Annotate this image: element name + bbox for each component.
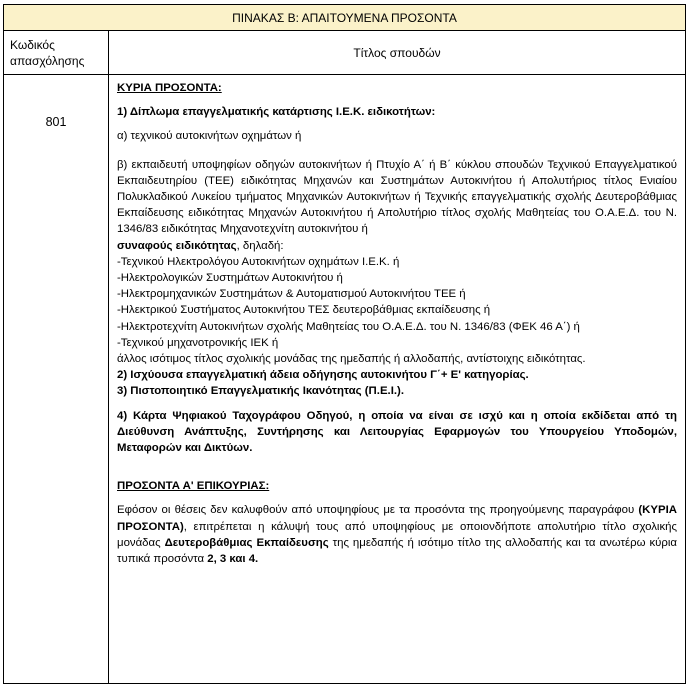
aux-p2: , επιτρέπεται η κάλυψή τους από υποψηφίους με οποιονδήποτε απολυτήριο τίτλο σχολικής μονάδας xyxy=(117,520,677,549)
aux-heading: ΠΡΟΣΟΝΤΑ Α' ΕΠΙΚΟΥΡΙΑΣ: xyxy=(117,480,270,493)
aux-p1-bold: (ΚΥΡΙΑ ΠΡΟΣΟΝΤΑ) xyxy=(117,504,677,533)
header-code xyxy=(4,31,108,74)
item-1a: α) τεχνικού αυτοκινήτων οχημάτων ή xyxy=(117,130,302,143)
related-bold: συναφούς ειδικότητας xyxy=(117,239,237,252)
list-item: -Ηλεκτρολογικών Συστημάτων Αυτοκινήτου ή xyxy=(117,272,343,285)
list-item: -Τεχνικού Ηλεκτρολόγου Αυτοκινήτων οχημάτων Ι.Ε.Κ. ή xyxy=(117,255,400,268)
item-2: 2) Ισχύουσα επαγγελματική άδεια οδήγησης αυτοκινήτου Γ΄+ Ε' κατηγορίας. xyxy=(117,369,529,382)
item-3: 3) Πιστοποιητικό Επαγγελματικής Ικανότητας (Π.Ε.Ι.). xyxy=(117,385,404,398)
requirements-table xyxy=(3,4,686,684)
related-rest: , δηλαδή: xyxy=(236,239,284,252)
column-divider xyxy=(108,31,109,683)
header-code-line1: Κωδικός xyxy=(10,37,55,52)
aux-paragraph xyxy=(117,502,677,567)
aux-p3-bold: 2, 3 και 4. xyxy=(207,553,259,566)
list-item: -Ηλεκτρομηχανικών Συστημάτων & Αυτοματισμού Αυτοκινήτου ΤΕΕ ή xyxy=(117,288,466,301)
item-1b: β) εκπαιδευτή υποψηφίων οδηγών αυτοκινήτων ή Πτυχίο Α΄ ή Β΄ κύκλου σπουδών Τεχνικού Επαγγελματικού Εκπαιδευτηρίου (ΤΕΕ) ειδικότητας Μηχανών και Συστημάτων Αυτοκινήτου ή Απολυτήριος τίτλος Ενιαίου Πολυκλαδικού Λυκείου τμήματος Μηχανικών Αυτοκινήτων ή Τεχνικής επαγγελματικής σχολής Δευτεροβάθμιας Εκπαίδευσης ειδικότητας Μηχανών Αυτοκινήτου ή Απολυτήριο τίτλος σχολής Μαθητείας του Ο.Α.Ε.Δ. του Ν. 1346/83 ειδικότητας Μηχανοτεχνίτη αυτοκινήτου ή xyxy=(117,158,677,236)
main-heading: ΚΥΡΙΑ ΠΡΟΣΟΝΤΑ: xyxy=(117,82,222,94)
aux-p1: Εφόσον οι θέσεις δεν καλυφθούν από υποψηφίους με τα προσόντα της προηγούμενης παραγράφου xyxy=(117,504,639,517)
qualifications-content xyxy=(117,75,677,567)
item-1: 1) Δίπλωμα επαγγελματικής κατάρτισης Ι.Ε.Κ. ειδικοτήτων: xyxy=(117,106,436,119)
header-code-line2: απασχόλησης xyxy=(10,53,85,68)
header-row xyxy=(4,31,685,75)
item-4: 4) Κάρτα Ψηφιακού Ταχογράφου Οδηγού, η οποία να είναι σε ισχύ και η οποία εκδίδεται από τη Διεύθυνση Ανάπτυξης, Συντήρησης και Λειτουργίας Εφαρμογών του Υπουργείου Υποδομών, Μεταφορών και Δικτύων. xyxy=(117,409,677,455)
list-item: -Τεχνικού μηχανοτρονικής ΙΕΚ ή xyxy=(117,336,279,349)
aux-p2-bold: Δευτεροβάθμιας Εκπαίδευσης xyxy=(164,536,329,549)
list-item: -Ηλεκτρικού Συστήματος Αυτοκινήτου ΤΕΣ δευτεροβάθμιας εκπαίδευσης ή xyxy=(117,304,491,317)
list-item: -Ηλεκτροτεχνίτη Αυτοκινήτων σχολής Μαθητείας του Ο.Α.Ε.Δ. του Ν. 1346/83 (ΦΕΚ 46 Α΄) ή xyxy=(117,320,580,333)
header-title: Τίτλος σπουδών xyxy=(353,45,441,60)
related-specialty xyxy=(117,238,677,254)
employment-code: 801 xyxy=(45,115,67,129)
equivalent-title: άλλος ισότιμος τίτλος σχολικής μονάδας της ημεδαπής ή αλλοδαπής, αντίστοιχης ειδικότητας. xyxy=(117,353,586,366)
aux-p3: της ημεδαπής ή ισότιμο τίτλο της αλλοδαπής και τα ανωτέρω κύρια τυπικά προσόντα xyxy=(117,536,677,566)
table-title: ΠΙΝΑΚΑΣ Β: ΑΠΑΙΤΟΥΜΕΝΑ ΠΡΟΣΟΝΤΑ xyxy=(4,5,685,31)
